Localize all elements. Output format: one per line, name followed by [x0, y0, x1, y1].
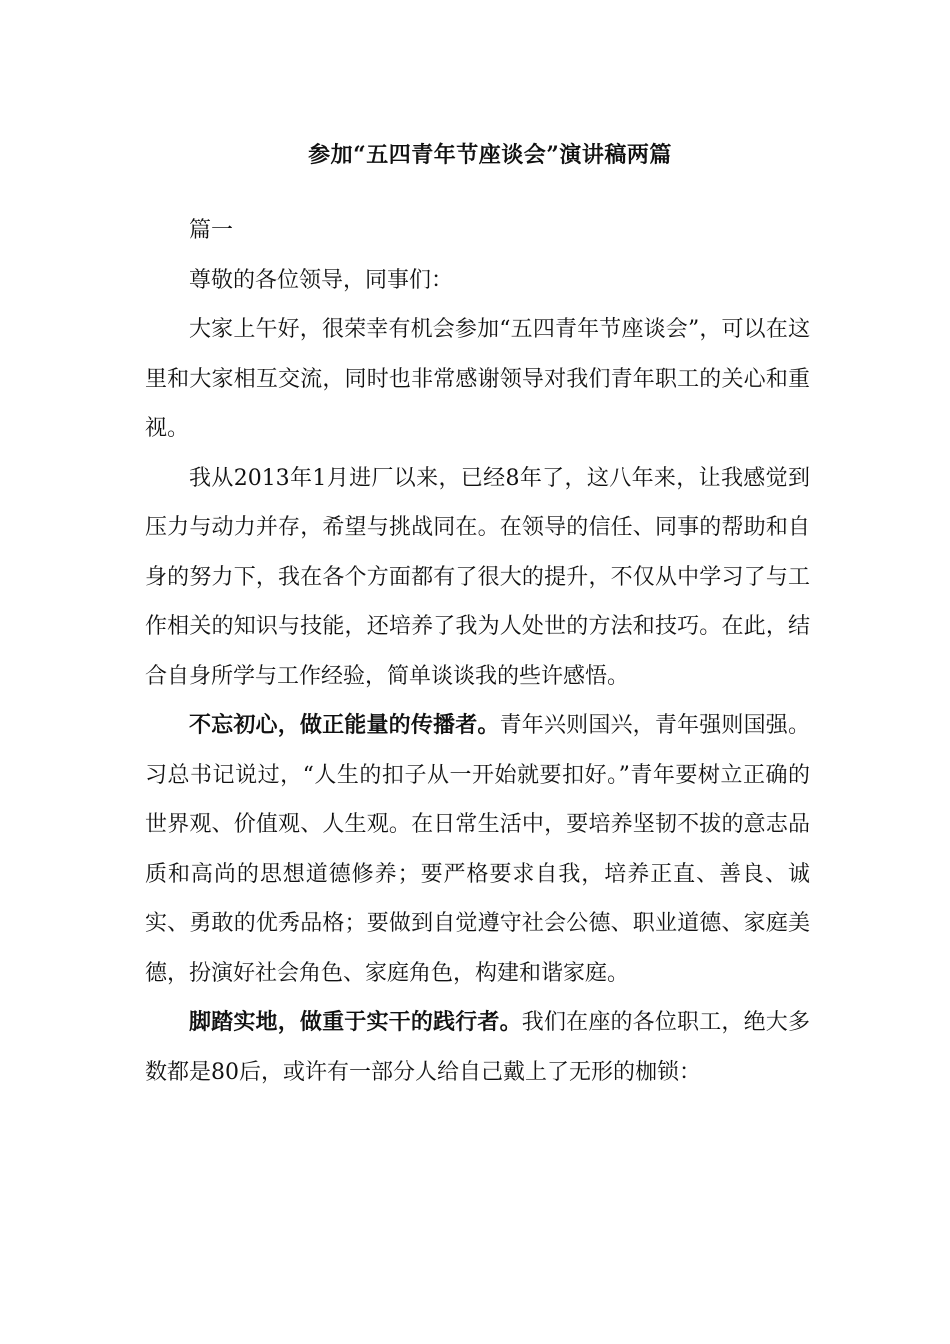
- paragraph-text: 我们在座的各位职工，绝大多数都是80后，或许有一部分人给自己戴上了无形的枷锁：: [145, 1010, 810, 1085]
- paragraph-4: [145, 998, 810, 1097]
- paragraph-text: 我从2013年1月进厂以来，已经8年了，这八年来，让我感觉到压力与动力并存，希望与挑战同在。在领导的信任、同事的帮助和自身的努力下，我在各个方面都有了很大的提升，不仅从中学习了与工作相关的知识与技能，还培养了我为人处世的方法和技巧。在此，结合自身所学与工作经验，简单谈谈我的些许感悟。: [145, 465, 810, 689]
- paragraph-text: 青年兴则国兴，青年强则国强。习总书记说过，“人生的扣子从一开始就要扣好。”青年要树立正确的世界观、价值观、人生观。在日常生活中，要培养坚韧不拔的意志品质和高尚的思想道德修养；要严格要求自我，培养正直、善良、诚实、勇敢的优秀品格；要做到自觉遵守社会公德、职业道德、家庭美德，扮演好社会角色、家庭角色，构建和谐家庭。: [145, 713, 810, 986]
- paragraph-heading: 不忘初心，做正能量的传播者。: [189, 712, 500, 738]
- document-title: 参加“五四青年节座谈会”演讲稿两篇: [308, 142, 672, 168]
- salutation: 尊敬的各位领导，同事们：: [189, 267, 454, 293]
- section-label: 篇一: [189, 218, 234, 243]
- document-body: [145, 206, 810, 1097]
- paragraph-heading: 脚踏实地，做重于实干的践行者。: [189, 1009, 522, 1035]
- paragraph-1: [145, 305, 810, 454]
- paragraph-text: 大家上午好，很荣幸有机会参加“五四青年节座谈会”，可以在这里和大家相互交流，同时也非常感谢领导对我们青年职工的关心和重视。: [145, 317, 810, 441]
- paragraph-3: [145, 701, 810, 998]
- paragraph-2: [145, 454, 810, 702]
